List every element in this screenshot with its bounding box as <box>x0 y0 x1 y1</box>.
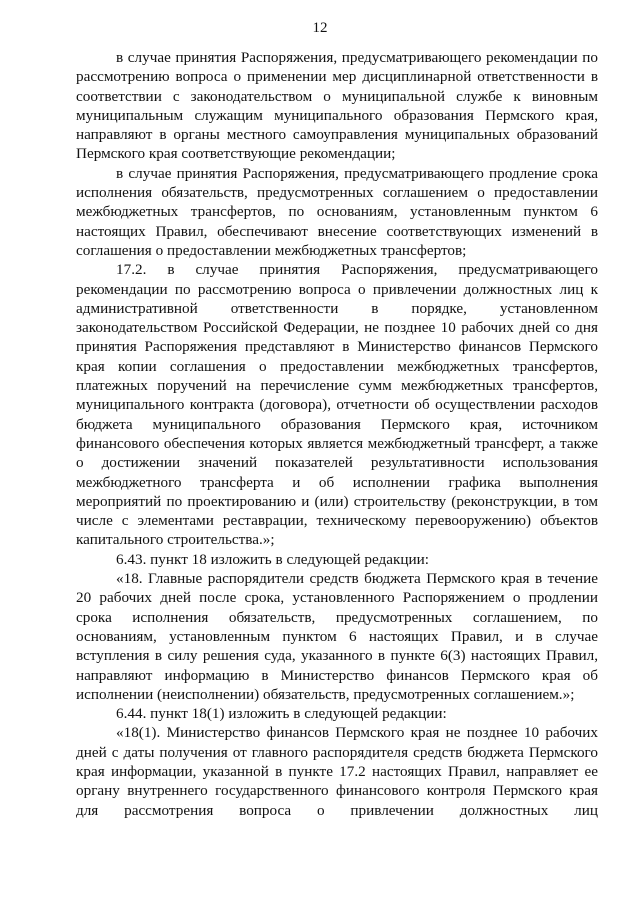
paragraph-18-1: «18(1). Министерство финансов Пермского края не позднее 10 рабочих дней с даты получения от главного распорядителя средств бюджета Пермского края информации, указанной в пункте 17.2 настоящих Правил, направляет ее органу внутреннего государственного финансового контроля Пермского края для рассмотрения вопроса о привлечении должностных лиц <box>76 724 598 819</box>
paragraph-18: «18. Главные распорядители средств бюджета Пермского края в течение 20 рабочих дней после срока, установленного Распоряжением о продлении срока исполнения обязательств, предусмотренных соглашением, по основаниям, установленным пунктом 6 настоящих Правил, и в случае вступления в силу решения суда, указанного в пункте 6(3) настоящих Правил, направляют информацию в Министерство финансов Пермского края об исполнении (неисполнении) обязательств, предусмотренных соглашением.»; <box>76 570 598 703</box>
document-body <box>76 48 598 820</box>
paragraph-6-44: 6.44. пункт 18(1) изложить в следующей редакции: <box>116 705 447 723</box>
paragraph-recommendations-disciplinary: в случае принятия Распоряжения, предусматривающего рекомендации по рассмотрению вопроса о применении мер дисциплинарной ответственности в соответствии с законодательством о муниципальной службе к виновным муниципальным служащим муниципального образования Пермского края, направляют в органы местного самоуправления муниципальных образований Пермского края соответствующие рекомендации; <box>76 49 598 163</box>
paragraph-6-43: 6.43. пункт 18 изложить в следующей редакции: <box>116 550 429 568</box>
page-number: 12 <box>312 20 328 36</box>
paragraph-term-extension: в случае принятия Распоряжения, предусматривающего продление срока исполнения обязательств, предусмотренных соглашением о предоставлении межбюджетных трансфертов, по основаниям, установленным пунктом 6 настоящих Правил, обеспечивают внесение соответствующих изменений в соглашения о предоставлении межбюджетных трансфертов; <box>76 164 598 259</box>
paragraph-17-2: 17.2. в случае принятия Распоряжения, предусматривающего рекомендации по рассмотрению вопроса о привлечении должностных лиц к административной ответственности в порядке, установленном законодательством Российской Федерации, не позднее 10 рабочих дней со дня принятия Распоряжения представляют в Министерство финансов Пермского края копии соглашения о предоставлении межбюджетных трансфертов, платежных поручений на перечисление сумм межбюджетных трансфертов, муниципального контракта (договора), отчетности об осуществлении расходов бюджета муниципального образования Пермского края, источником финансового обеспечения которых является межбюджетный трансферт, а также о достижении значений показателей результативности использования межбюджетного трансферта и об исполнении графика выполнения мероприятий по проектированию и (или) строительству (реконструкции, в том числе с элементами реставрации, техническому перевооружению) объектов капитального строительства.»; <box>76 261 598 549</box>
